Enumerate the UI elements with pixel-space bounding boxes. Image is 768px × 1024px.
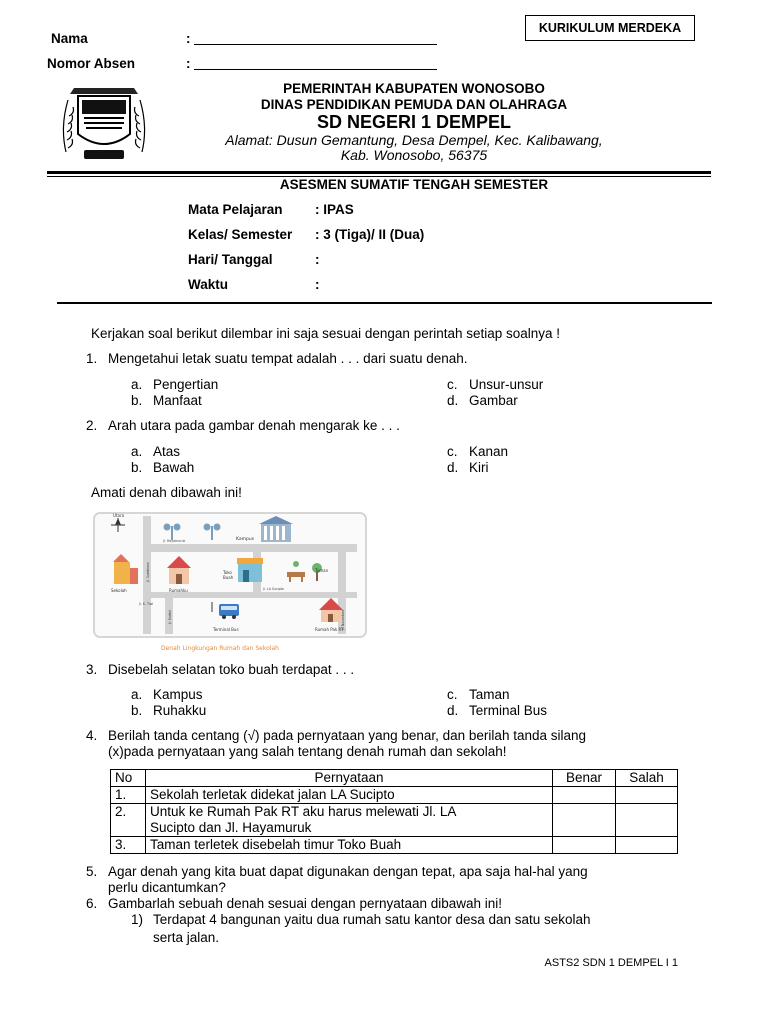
q1-opt-b[interactable]: Manfaat xyxy=(153,393,202,408)
map-road-6: Jl. Nusantara xyxy=(341,609,345,630)
instruction: Kerjakan soal berikut dilembar ini saja sesuai dengan perintah setiap soalnya ! xyxy=(91,326,561,341)
field-value-class: : 3 (Tiga)/ II (Dua) xyxy=(315,227,425,242)
q2-opt-b-letter: b. xyxy=(131,460,143,475)
map-label-kampus: Kampus xyxy=(236,537,255,542)
q5-text-line2: perlu dicantumkan? xyxy=(108,880,226,895)
row-no: 1. xyxy=(111,787,146,804)
map-label-toko: Toko xyxy=(223,570,232,575)
map-caption: Denah Lingkungan Rumah dan Sekolah xyxy=(161,645,279,652)
row-no: 2. xyxy=(111,804,146,837)
observe-text: Amati denah dibawah ini! xyxy=(91,485,242,500)
benar-cell[interactable] xyxy=(553,804,616,837)
table-row xyxy=(111,837,678,854)
q3-opt-a-letter: a. xyxy=(131,687,143,702)
address-line2: Kab. Wonosobo, 56375 xyxy=(340,147,488,163)
absen-label: Nomor Absen xyxy=(47,56,136,71)
school-logo xyxy=(58,82,150,168)
field-value-time: : xyxy=(315,277,320,292)
q2-opt-c[interactable]: Kanan xyxy=(469,444,509,459)
field-value-subject: : IPAS xyxy=(315,202,354,217)
map-label-taman: Taman xyxy=(315,568,329,573)
q4-text-line1: Berilah tanda centang (√) pada pernyataan yang benar, dan berilah tanda silang xyxy=(108,728,587,743)
gov-line: PEMERINTAH KABUPATEN WONOSOBO xyxy=(283,81,545,96)
statement-table xyxy=(110,769,678,854)
school-name: SD NEGERI 1 DEMPEL xyxy=(316,112,512,132)
q6-number: 6. xyxy=(86,896,98,911)
table-row xyxy=(111,787,678,804)
field-label-time: Waktu xyxy=(188,277,228,292)
q2-text: Arah utara pada gambar denah mengarak ke . . . xyxy=(108,418,400,433)
q2-opt-b[interactable]: Bawah xyxy=(153,460,195,475)
q3-opt-d[interactable]: Terminal Bus xyxy=(469,703,548,718)
exam-title: ASESMEN SUMATIF TENGAH SEMESTER xyxy=(279,177,549,192)
q2-opt-d-letter: d. xyxy=(447,460,459,475)
q1-opt-b-letter: b. xyxy=(131,393,143,408)
q6-sub-number: 1) xyxy=(131,912,144,927)
salah-cell[interactable] xyxy=(616,787,678,804)
field-label-class: Kelas/ Semester xyxy=(188,227,293,242)
map-label-rumahku: Rumahku xyxy=(169,588,188,593)
q2-opt-a[interactable]: Atas xyxy=(153,444,181,459)
q5-number: 5. xyxy=(86,864,98,879)
q1-opt-a[interactable]: Pengertian xyxy=(153,377,219,392)
name-colon: : xyxy=(186,31,191,46)
q2-opt-c-letter: c. xyxy=(447,444,458,459)
info-rule xyxy=(57,302,712,304)
q4-text-line2: (x)pada pernyataan yang salah tentang denah rumah dan sekolah! xyxy=(108,744,507,759)
curriculum-badge: KURIKULUM MERDEKA xyxy=(525,15,695,41)
map-road-2: Jl. LA Sucipto xyxy=(263,587,284,591)
q1-number: 1. xyxy=(86,351,98,366)
q2-opt-a-letter: a. xyxy=(131,444,143,459)
map-road-5: Jl. Kartini xyxy=(168,609,172,624)
q3-opt-d-letter: d. xyxy=(447,703,459,718)
q3-opt-b-letter: b. xyxy=(131,703,143,718)
map-road-3: Jl. K. Tiwi xyxy=(139,602,154,606)
table-row xyxy=(111,804,678,837)
q2-number: 2. xyxy=(86,418,98,433)
fruit-shop-icon xyxy=(237,558,263,582)
q2-opt-d[interactable]: Kiri xyxy=(469,460,489,475)
row-statement-line2: Sucipto dan Jl. Hayamuruk xyxy=(150,820,312,835)
header-no: No xyxy=(111,770,146,787)
name-field[interactable] xyxy=(194,30,437,45)
q1-opt-d[interactable]: Gambar xyxy=(469,393,518,408)
q6-sub-line2: serta jalan. xyxy=(153,930,220,945)
field-value-date: : xyxy=(315,252,320,267)
benar-cell[interactable] xyxy=(553,787,616,804)
address-line1: Alamat: Dusun Gemantung, Desa Dempel, Kec. Kalibawang, xyxy=(225,132,603,148)
header-salah: Salah xyxy=(616,770,678,787)
map-north: Utara xyxy=(113,513,125,518)
row-statement-line1: Untuk ke Rumah Pak RT aku harus melewati Jl. LA xyxy=(150,804,457,819)
map-label-rumahrt: Rumah Pak RT xyxy=(315,627,344,632)
q1-opt-d-letter: d. xyxy=(447,393,459,408)
q5-text-line1: Agar denah yang kita buat dapat digunakan dengan tepat, apa saja hal-hal yang xyxy=(108,864,588,879)
map-label-sekolah: Sekolah xyxy=(111,588,127,593)
q3-opt-c[interactable]: Taman xyxy=(469,687,510,702)
neighborhood-map xyxy=(93,512,367,654)
row-statement xyxy=(146,804,553,837)
q4-number: 4. xyxy=(86,728,98,743)
q6-sub-line1: Terdapat 4 bangunan yaitu dua rumah satu kantor desa dan satu sekolah xyxy=(153,912,591,927)
q1-text: Mengetahui letak suatu tempat adalah . . . dari suatu denah. xyxy=(108,351,468,366)
header-rule-thick xyxy=(47,171,711,174)
name-label: Nama xyxy=(51,31,88,46)
salah-cell[interactable] xyxy=(616,804,678,837)
row-no: 3. xyxy=(111,837,146,854)
dept-line: DINAS PENDIDIKAN PEMUDA DAN OLAHRAGA xyxy=(260,97,568,112)
absen-field[interactable] xyxy=(194,55,437,70)
q3-number: 3. xyxy=(86,662,98,677)
q3-opt-a[interactable]: Kampus xyxy=(153,687,203,702)
benar-cell[interactable] xyxy=(553,837,616,854)
row-statement: Taman terletek disebelah timur Toko Buah xyxy=(146,837,553,854)
page-footer: ASTS2 SDN 1 DEMPEL I 1 xyxy=(544,957,678,969)
header-benar: Benar xyxy=(553,770,616,787)
field-label-subject: Mata Pelajaran xyxy=(188,202,283,217)
row-statement: Sekolah terletak didekat jalan LA Sucipto xyxy=(146,787,553,804)
q1-opt-c[interactable]: Unsur-unsur xyxy=(469,377,544,392)
map-label-buah: Buah xyxy=(223,575,234,580)
salah-cell[interactable] xyxy=(616,837,678,854)
q1-opt-a-letter: a. xyxy=(131,377,143,392)
field-label-date: Hari/ Tanggal xyxy=(188,252,273,267)
q3-opt-b[interactable]: Ruhakku xyxy=(153,703,207,718)
q6-text: Gambarlah sebuah denah sesuai dengan pernyataan dibawah ini! xyxy=(108,896,503,911)
absen-colon: : xyxy=(186,56,191,71)
map-label-terminal: Terminal Bus xyxy=(213,627,239,632)
header-statement: Pernyataan xyxy=(146,770,553,787)
map-road-4: Jl. Sumbawa xyxy=(146,562,150,582)
q3-opt-c-letter: c. xyxy=(447,687,458,702)
q3-text: Disebelah selatan toko buah terdapat . . . xyxy=(108,662,355,677)
map-road-1: Jl. Hayamuruk xyxy=(163,539,186,543)
table-header-row xyxy=(111,770,678,787)
q1-opt-c-letter: c. xyxy=(447,377,458,392)
